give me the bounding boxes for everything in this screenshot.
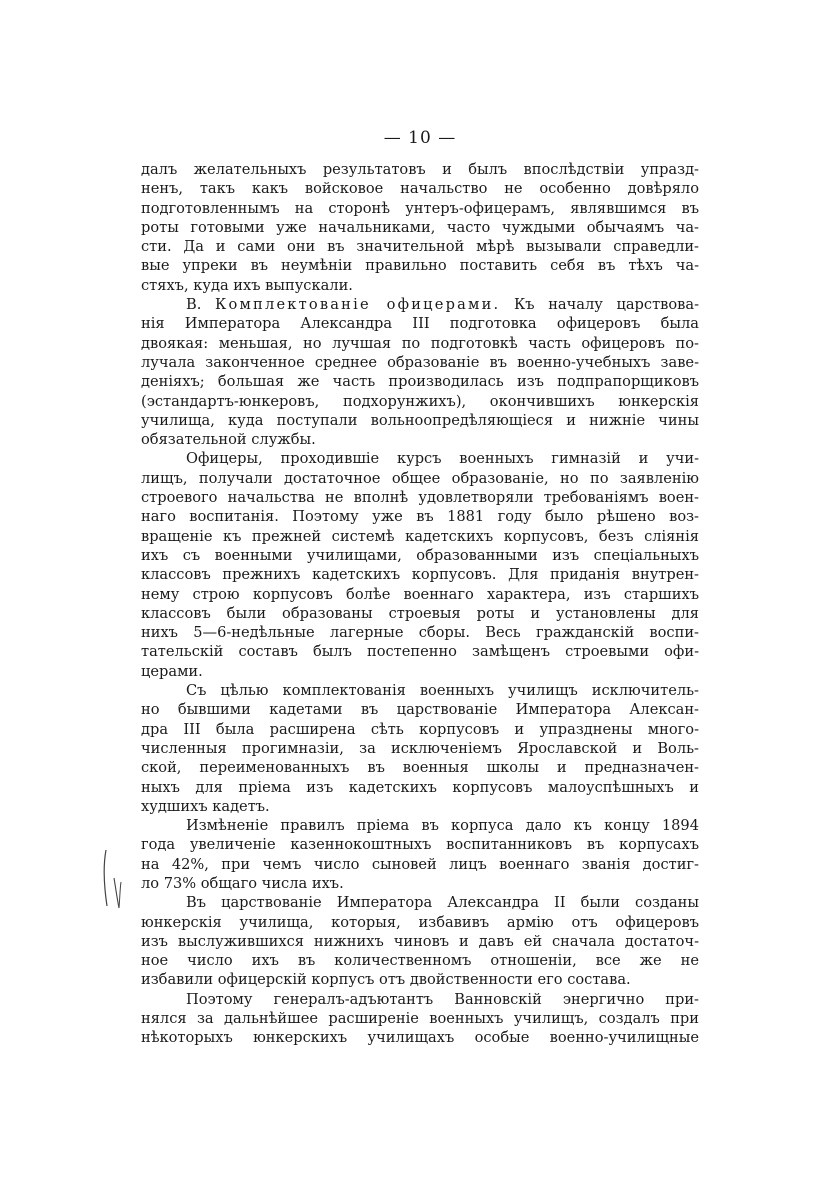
p7-line: Поэтому генералъ-адъютантъ Ванновскій энергично при-	[186, 990, 699, 1008]
p4-line: ской, переименованныхъ въ военныя школы и предназначен-	[141, 759, 699, 777]
p3-line: тательскій составъ былъ постепенно замѣщенъ строевыми офи-	[141, 643, 699, 661]
p3-line: классовъ были образованы строевыя роты и установлены для	[141, 604, 699, 622]
paragraph-6	[141, 893, 699, 989]
p2-line: училища, куда поступали вольноопредѣляющіеся и нижніе чины	[141, 411, 699, 429]
p5-line: на 42%, при чемъ число сыновей лицъ военнаго званія достиг-	[141, 855, 699, 873]
paragraph-7	[141, 990, 699, 1048]
paragraph-2	[141, 295, 699, 449]
p1-line: сти. Да и сами они въ значительной мѣрѣ вызывали справедли-	[141, 238, 699, 256]
section-heading-continuation: Къ началу царствова-	[514, 296, 699, 314]
paragraph-4	[141, 681, 699, 816]
p2-line: лучала законченное среднее образованіе въ военно-учебныхъ заве-	[141, 353, 699, 371]
p3-line: наго воспитанія. Поэтому уже въ 1881 году было рѣшено воз-	[141, 508, 699, 526]
p7-line: нялся за дальнѣйшее расширеніе военныхъ училищъ, создалъ при	[141, 1010, 699, 1028]
p4-line: численныя прогимназіи, за исключеніемъ Ярославской и Воль-	[141, 739, 699, 757]
p3-line: нихъ 5—6-недѣльные лагерные сборы. Весь гражданскій воспи-	[141, 624, 699, 642]
p1-line: ненъ, такъ какъ войсковое начальство не особенно довѣряло	[141, 180, 699, 198]
body-text	[141, 160, 699, 1048]
paragraph-3	[141, 449, 699, 681]
p6-line: избавили офицерскій корпусъ отъ двойственности его состава.	[141, 971, 631, 989]
p5-line: года увеличеніе казеннокоштныхъ воспитанниковъ въ корпусахъ	[141, 836, 699, 854]
p2-line: (эстандартъ-юнкеровъ, подхорунжихъ), окончившихъ юнкерскія	[141, 392, 699, 410]
p6-line: ное число ихъ въ количественномъ отношеніи, все же не	[141, 952, 699, 970]
p4-line: ныхъ для пріема изъ кадетскихъ корпусовъ малоуспѣшныхъ и	[141, 778, 699, 796]
p4-line: Съ цѣлью комплектованія военныхъ училищъ исключитель-	[186, 682, 699, 700]
p1-line: подготовленнымъ на сторонѣ унтеръ-офицерамъ, являвшимся въ	[141, 199, 699, 217]
p6-line: Въ царствованіе Императора Александра II были созданы	[186, 894, 699, 912]
p1-line: роты готовыми уже начальниками, часто чуждыми обычаямъ ча-	[141, 218, 699, 236]
page-number: — 10 —	[383, 128, 457, 148]
p3-line: Офицеры, проходившіе курсъ военныхъ гимназій и учи-	[186, 450, 699, 468]
paragraph-2-first-line	[141, 295, 699, 314]
p3-line: нему строю корпусовъ болѣе военнаго характера, изъ старшихъ	[141, 585, 699, 603]
section-letter: В.	[186, 296, 202, 314]
p1-line: вые упреки въ неумѣніи правильно поставить себя въ тѣхъ ча-	[141, 257, 699, 275]
p2-line: обязательной службы.	[141, 431, 316, 449]
p2-line: деніяхъ; большая же часть производилась изъ подпрапорщиковъ	[141, 373, 699, 391]
p6-line: изъ выслужившихся нижнихъ чиновъ и давъ ей сначала достаточ-	[141, 932, 699, 950]
p3-line: лищъ, получали достаточное общее образованіе, но по заявленію	[141, 469, 699, 487]
paragraph-1	[141, 160, 699, 295]
p7-line: нѣкоторыхъ юнкерскихъ училищахъ особые военно-училищные	[141, 1029, 699, 1047]
section-heading: Комплектованіе офицерами.	[215, 296, 501, 314]
p6-line: юнкерскія училища, которыя, избавивъ армію отъ офицеровъ	[141, 913, 699, 931]
p2-line: двоякая: меньшая, но лучшая по подготовкѣ часть офицеровъ по-	[141, 334, 699, 352]
p3-line: классовъ прежнихъ кадетскихъ корпусовъ. Для приданія внутрен-	[141, 566, 699, 584]
p4-line: худшихъ кадетъ.	[141, 797, 270, 815]
p4-line: дра III была расширена сѣть корпусовъ и упразднены много-	[141, 720, 699, 738]
p1-line: стяхъ, куда ихъ выпускали.	[141, 276, 353, 294]
margin-pencil-mark	[100, 848, 122, 910]
p5-line: ло 73% общаго числа ихъ.	[141, 874, 344, 892]
p3-line: вращеніе къ прежней системѣ кадетскихъ корпусовъ, безъ слiянія	[141, 527, 699, 545]
p1-line: далъ желательныхъ результатовъ и былъ впослѣдствіи упразд-	[141, 161, 699, 178]
paragraph-5	[141, 816, 699, 893]
p4-line: но бывшими кадетами въ царствованіе Императора Алексан-	[141, 701, 699, 719]
p3-line: строевого начальства не вполнѣ удовлетворяли требованіямъ воен-	[141, 489, 699, 507]
p2-line: нія Императора Александра III подготовка офицеровъ была	[141, 315, 699, 333]
p3-line: ихъ съ военными училищами, образованными изъ спеціальныхъ	[141, 546, 699, 564]
p3-line: церами.	[141, 662, 203, 680]
p5-line: Измѣненіе правилъ пріема въ корпуса дало къ концу 1894	[186, 817, 699, 835]
